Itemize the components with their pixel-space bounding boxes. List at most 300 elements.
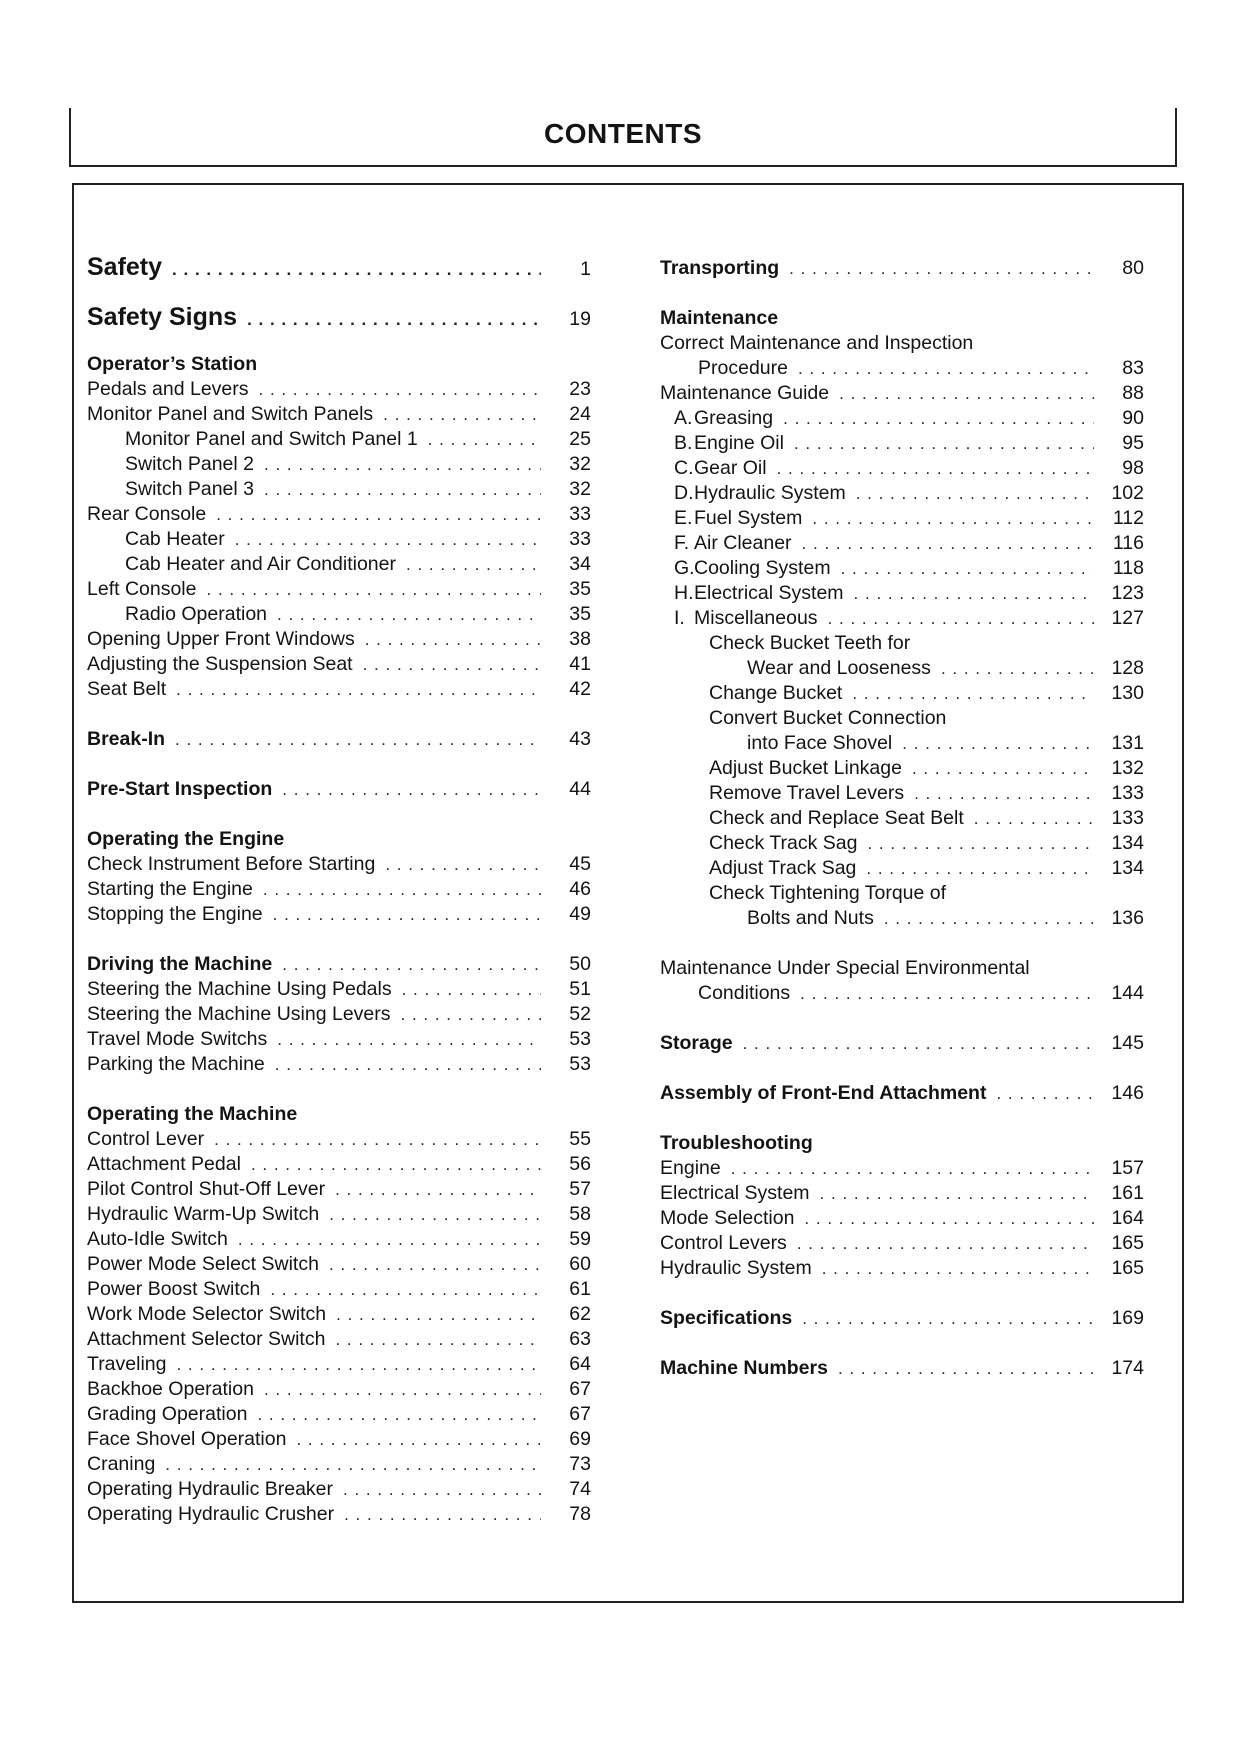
leader-dots (329, 1252, 541, 1277)
leader-dots (344, 1502, 541, 1527)
toc-page: 165 (1111, 1232, 1144, 1254)
toc-label: Mode Selection (660, 1207, 795, 1229)
toc-label: Monitor Panel and Switch Panels (87, 403, 374, 425)
toc-label-line[interactable]: Check Tightening Torque of (709, 882, 947, 904)
leader-dots (789, 256, 1094, 281)
leader-dots (216, 502, 541, 527)
toc-label: Power Boost Switch (87, 1278, 261, 1300)
toc-label: Switch Panel 2 (125, 453, 254, 475)
toc-page: 169 (1111, 1307, 1144, 1329)
leader-dots (856, 481, 1094, 506)
toc-page: 51 (569, 978, 591, 1000)
leader-dots (402, 977, 541, 1002)
toc-entry[interactable] (87, 1002, 591, 1027)
toc-page: 131 (1111, 732, 1144, 754)
toc-entry[interactable] (87, 652, 591, 677)
toc-entry[interactable] (660, 531, 1144, 556)
toc-label: Rear Console (87, 503, 207, 525)
toc-entry[interactable] (87, 1352, 591, 1377)
leader-dots (820, 1181, 1094, 1206)
toc-label: Pre-Start Inspection (87, 778, 273, 800)
toc-label: Switch Panel 3 (125, 478, 254, 500)
toc-label: Stopping the Engine (87, 903, 263, 925)
toc-page: 32 (569, 478, 591, 500)
toc-letter: G. (674, 557, 695, 579)
toc-entry[interactable] (87, 1377, 591, 1402)
toc-page: 98 (1122, 457, 1144, 479)
toc-label: Seat Belt (87, 678, 167, 700)
toc-page: 132 (1111, 757, 1144, 779)
toc-label: Opening Upper Front Windows (87, 628, 355, 650)
toc-label: Safety (87, 253, 163, 281)
toc-label: Operating Hydraulic Crusher (87, 1503, 335, 1525)
toc-page: 123 (1111, 582, 1144, 604)
toc-page: 134 (1111, 832, 1144, 854)
toc-entry[interactable] (660, 606, 1144, 631)
toc-page: 118 (1112, 557, 1144, 579)
leader-dots (802, 1306, 1094, 1331)
toc-entry[interactable] (660, 556, 1144, 581)
leader-dots (794, 431, 1094, 456)
leader-dots (257, 1402, 541, 1427)
toc-entry-storage[interactable] (660, 1031, 1144, 1056)
leader-dots (238, 1227, 541, 1252)
toc-entry-safety[interactable] (87, 252, 591, 282)
toc-entry[interactable] (87, 1177, 591, 1202)
toc-label: Parking the Machine (87, 1053, 265, 1075)
toc-label: Monitor Panel and Switch Panel 1 (125, 428, 418, 450)
leader-dots (165, 1452, 541, 1477)
toc-label: Miscellaneous (694, 607, 818, 629)
toc-entry[interactable] (87, 377, 591, 402)
leader-dots (914, 781, 1094, 806)
toc-page: 38 (569, 628, 591, 650)
leader-dots (866, 856, 1094, 881)
toc-label-line[interactable]: Check Bucket Teeth for (709, 632, 911, 654)
toc-entry[interactable] (87, 877, 591, 902)
toc-label: Pedals and Levers (87, 378, 249, 400)
leader-dots (800, 981, 1094, 1006)
toc-page: 61 (569, 1278, 591, 1300)
section-heading-operating-machine: Operating the Machine (87, 1103, 298, 1125)
leader-dots (428, 427, 541, 452)
toc-entry-pre-start-inspection[interactable] (87, 777, 591, 802)
toc-entry-machine-numbers[interactable] (660, 1356, 1144, 1381)
toc-page: 67 (569, 1378, 591, 1400)
toc-page: 45 (569, 853, 591, 875)
toc-page: 95 (1122, 432, 1144, 454)
toc-page: 56 (569, 1153, 591, 1175)
toc-letter: C. (674, 457, 694, 479)
toc-entry[interactable] (87, 1227, 591, 1252)
toc-page: 53 (569, 1028, 591, 1050)
toc-label: Driving the Machine (87, 953, 273, 975)
toc-page: 64 (569, 1353, 591, 1375)
toc-entry[interactable] (660, 856, 1144, 881)
toc-entry[interactable] (660, 1156, 1144, 1181)
toc-entry[interactable] (87, 502, 591, 527)
leader-dots (401, 1002, 542, 1027)
toc-page: 69 (569, 1428, 591, 1450)
toc-label: Steering the Machine Using Pedals (87, 978, 392, 1000)
toc-page: 145 (1111, 1032, 1144, 1054)
toc-label: Electrical System (694, 582, 844, 604)
toc-label: Safety Signs (87, 303, 238, 331)
leader-dots (335, 1177, 541, 1202)
toc-entry[interactable] (87, 402, 591, 427)
toc-label: Hydraulic System (694, 482, 846, 504)
toc-page: 174 (1111, 1357, 1144, 1379)
leader-dots (365, 627, 541, 652)
leader-dots (852, 681, 1094, 706)
toc-page: 25 (569, 428, 591, 450)
leader-dots (812, 506, 1094, 531)
toc-page: 53 (569, 1053, 591, 1075)
toc-label: Attachment Pedal (87, 1153, 241, 1175)
toc-entry[interactable] (87, 1202, 591, 1227)
toc-page: 133 (1111, 807, 1144, 829)
toc-page: 35 (569, 578, 591, 600)
toc-page: 59 (569, 1228, 591, 1250)
toc-label: Break-In (87, 728, 166, 750)
leader-dots (385, 852, 541, 877)
section-heading-operating-engine: Operating the Engine (87, 828, 285, 850)
leader-dots (207, 577, 542, 602)
leader-dots (838, 1356, 1094, 1381)
toc-page: 161 (1111, 1182, 1144, 1204)
toc-entry[interactable] (660, 1256, 1144, 1281)
toc-label: Backhoe Operation (87, 1378, 254, 1400)
toc-page: 144 (1111, 982, 1144, 1004)
toc-label: Hydraulic System (660, 1257, 812, 1279)
leader-dots (841, 556, 1094, 581)
toc-entry-driving-machine[interactable] (87, 952, 591, 977)
toc-entry[interactable] (660, 581, 1144, 606)
toc-entry-safety-signs[interactable] (87, 302, 591, 332)
leader-dots (247, 305, 541, 335)
leader-dots (797, 1231, 1094, 1256)
toc-label: Starting the Engine (87, 878, 253, 900)
toc-page: 35 (569, 603, 591, 625)
toc-entry[interactable] (87, 977, 591, 1002)
toc-label: Hydraulic Warm-Up Switch (87, 1203, 320, 1225)
toc-page: 146 (1111, 1082, 1144, 1104)
toc-label: Air Cleaner (694, 532, 792, 554)
toc-right-column (660, 256, 1144, 1381)
leader-dots (974, 806, 1094, 831)
leader-dots (902, 731, 1094, 756)
toc-letter: F. (674, 532, 690, 554)
toc-label: Adjusting the Suspension Seat (87, 653, 353, 675)
toc-page: 33 (569, 503, 591, 525)
toc-label: Check and Replace Seat Belt (709, 807, 964, 829)
toc-entry[interactable] (87, 677, 591, 702)
toc-entry[interactable] (87, 1027, 591, 1052)
toc-entry[interactable] (87, 552, 591, 577)
leader-dots (277, 602, 541, 627)
toc-entry[interactable] (87, 1127, 591, 1152)
toc-label: Change Bucket (709, 682, 843, 704)
toc-label: Traveling (87, 1353, 167, 1375)
toc-page: 57 (569, 1178, 591, 1200)
toc-label-line[interactable]: Correct Maintenance and Inspection (660, 332, 974, 354)
toc-label: Transporting (660, 257, 780, 279)
leader-dots (335, 1327, 541, 1352)
leader-dots (383, 402, 541, 427)
toc-label: Gear Oil (694, 457, 767, 479)
toc-entry[interactable] (87, 452, 591, 477)
toc-entry[interactable] (660, 681, 1144, 706)
toc-letter: D. (674, 482, 694, 504)
toc-label: Electrical System (660, 1182, 810, 1204)
toc-page: 24 (569, 403, 591, 425)
leader-dots (406, 552, 541, 577)
toc-label: Cooling System (694, 557, 831, 579)
toc-label: Adjust Bucket Linkage (709, 757, 902, 779)
toc-label: Face Shovel Operation (87, 1428, 287, 1450)
toc-left-column (87, 252, 591, 1527)
toc-label: Travel Mode Switchs (87, 1028, 268, 1050)
leader-dots (839, 381, 1094, 406)
leader-dots (783, 406, 1094, 431)
toc-page: 78 (569, 1503, 591, 1525)
toc-page: 44 (569, 778, 591, 800)
toc-page: 73 (569, 1453, 591, 1475)
toc-entry[interactable] (660, 756, 1144, 781)
toc-page: 80 (1122, 257, 1144, 279)
toc-entry[interactable] (660, 906, 1144, 931)
toc-entry[interactable] (660, 356, 1144, 381)
toc-letter: A. (674, 407, 693, 429)
section-heading-maintenance: Maintenance (660, 307, 779, 329)
leader-dots (259, 377, 541, 402)
toc-page: 127 (1111, 607, 1144, 629)
toc-entry[interactable] (87, 477, 591, 502)
toc-label: Control Levers (660, 1232, 787, 1254)
leader-dots (282, 952, 541, 977)
toc-letter: B. (674, 432, 693, 454)
leader-dots (264, 477, 541, 502)
toc-label: Check Instrument Before Starting (87, 853, 376, 875)
toc-label: Specifications (660, 1307, 793, 1329)
toc-entry-transporting[interactable] (660, 256, 1144, 281)
leader-dots (802, 531, 1094, 556)
toc-entry[interactable] (87, 1477, 591, 1502)
toc-label: Procedure (698, 357, 788, 379)
toc-entry[interactable] (660, 1206, 1144, 1231)
toc-label: Control Lever (87, 1128, 205, 1150)
toc-page: 43 (569, 728, 591, 750)
toc-entry[interactable] (87, 1327, 591, 1352)
toc-entry[interactable] (87, 1152, 591, 1177)
leader-dots (743, 1031, 1094, 1056)
toc-label: Power Mode Select Switch (87, 1253, 319, 1275)
page-title: CONTENTS (544, 118, 702, 149)
toc-entry[interactable] (660, 381, 1144, 406)
toc-label: Bolts and Nuts (747, 907, 874, 929)
toc-page: 63 (569, 1328, 591, 1350)
toc-page: 34 (569, 553, 591, 575)
toc-page: 133 (1111, 782, 1144, 804)
leader-dots (275, 1052, 541, 1077)
toc-page: 50 (569, 953, 591, 975)
toc-label: into Face Shovel (747, 732, 893, 754)
toc-label: Storage (660, 1032, 733, 1054)
leader-dots (867, 831, 1094, 856)
toc-label: Steering the Machine Using Levers (87, 1003, 391, 1025)
toc-page: 60 (569, 1253, 591, 1275)
toc-label: Check Track Sag (709, 832, 858, 854)
toc-page: 32 (569, 453, 591, 475)
toc-entry[interactable] (87, 1252, 591, 1277)
leader-dots (270, 1277, 541, 1302)
toc-entry[interactable] (660, 1181, 1144, 1206)
toc-entry[interactable] (660, 431, 1144, 456)
toc-entry[interactable] (660, 781, 1144, 806)
toc-entry[interactable] (660, 481, 1144, 506)
leader-dots (172, 255, 541, 285)
leader-dots (854, 581, 1094, 606)
toc-page: 165 (1111, 1257, 1144, 1279)
toc-page: 102 (1111, 482, 1144, 504)
toc-label: Pilot Control Shut-Off Lever (87, 1178, 326, 1200)
toc-page: 90 (1122, 407, 1144, 429)
toc-label: Radio Operation (125, 603, 268, 625)
leader-dots (363, 652, 541, 677)
leader-dots (264, 452, 541, 477)
leader-dots (296, 1427, 541, 1452)
toc-entry[interactable] (87, 427, 591, 452)
toc-entry[interactable] (87, 577, 591, 602)
toc-entry[interactable] (87, 1427, 591, 1452)
toc-entry-assembly[interactable] (660, 1081, 1144, 1106)
toc-label: Machine Numbers (660, 1357, 828, 1379)
toc-label: Grading Operation (87, 1403, 248, 1425)
toc-entry[interactable] (660, 731, 1144, 756)
toc-entry-special-environmental[interactable] (660, 981, 1144, 1006)
leader-dots (912, 756, 1094, 781)
toc-label: Work Mode Selector Switch (87, 1303, 327, 1325)
toc-entry[interactable] (87, 1502, 591, 1527)
leader-dots (251, 1152, 541, 1177)
toc-page: 67 (569, 1403, 591, 1425)
toc-page: 112 (1112, 507, 1144, 529)
leader-dots (329, 1202, 541, 1227)
toc-label: Fuel System (694, 507, 803, 529)
toc-page: 55 (569, 1128, 591, 1150)
toc-page: 42 (569, 678, 591, 700)
section-heading-troubleshooting: Troubleshooting (660, 1132, 813, 1154)
leader-dots (941, 656, 1094, 681)
toc-entry[interactable] (660, 1231, 1144, 1256)
toc-entry[interactable] (660, 506, 1144, 531)
toc-label: Conditions (698, 982, 791, 1004)
contents-header-box (69, 108, 1177, 167)
toc-label: Cab Heater and Air Conditioner (125, 553, 396, 575)
toc-letter: I. (674, 607, 685, 629)
toc-label: Attachment Selector Switch (87, 1328, 326, 1350)
toc-entry[interactable] (87, 527, 591, 552)
toc-page: 83 (1122, 357, 1144, 379)
toc-label-line[interactable]: Convert Bucket Connection (709, 707, 947, 729)
leader-dots (343, 1477, 541, 1502)
toc-entry[interactable] (87, 1302, 591, 1327)
toc-entry[interactable] (87, 852, 591, 877)
toc-entry[interactable] (660, 456, 1144, 481)
toc-page: 33 (569, 528, 591, 550)
leader-dots (214, 1127, 541, 1152)
toc-label-line[interactable]: Maintenance Under Special Environmental (660, 957, 1030, 979)
toc-entry[interactable] (660, 806, 1144, 831)
leader-dots (175, 727, 541, 752)
toc-letter: E. (674, 507, 693, 529)
toc-page: 128 (1111, 657, 1144, 679)
toc-entry[interactable] (660, 406, 1144, 431)
toc-page: 134 (1111, 857, 1144, 879)
toc-page: 130 (1111, 682, 1144, 704)
toc-page: 164 (1111, 1207, 1144, 1229)
toc-label: Wear and Looseness (747, 657, 931, 679)
toc-label: Adjust Track Sag (709, 857, 857, 879)
toc-entry[interactable] (87, 627, 591, 652)
leader-dots (804, 1206, 1094, 1231)
toc-entry[interactable] (87, 1402, 591, 1427)
toc-page: 52 (569, 1003, 591, 1025)
toc-entry[interactable] (87, 1052, 591, 1077)
toc-page: 41 (569, 653, 591, 675)
toc-page: 58 (569, 1203, 591, 1225)
leader-dots (273, 902, 541, 927)
toc-entry[interactable] (660, 831, 1144, 856)
toc-label: Greasing (694, 407, 774, 429)
leader-dots (235, 527, 541, 552)
toc-entry[interactable] (87, 602, 591, 627)
leader-dots (264, 1377, 541, 1402)
toc-label: Left Console (87, 578, 197, 600)
toc-page: 88 (1122, 382, 1144, 404)
leader-dots (277, 1027, 541, 1052)
toc-entry[interactable] (87, 1452, 591, 1477)
toc-page: 19 (569, 308, 591, 330)
toc-page: 116 (1112, 532, 1144, 554)
toc-label: Auto-Idle Switch (87, 1228, 228, 1250)
leader-dots (822, 1256, 1094, 1281)
leader-dots (176, 677, 541, 702)
section-heading-operators-station: Operator’s Station (87, 353, 258, 375)
toc-label: Operating Hydraulic Breaker (87, 1478, 334, 1500)
leader-dots (996, 1081, 1094, 1106)
toc-label: Assembly of Front-End Attachment (660, 1082, 987, 1104)
leader-dots (884, 906, 1094, 931)
toc-entry-specifications[interactable] (660, 1306, 1144, 1331)
toc-label: Engine (660, 1157, 721, 1179)
leader-dots (798, 356, 1094, 381)
toc-entry[interactable] (87, 902, 591, 927)
toc-page: 49 (569, 903, 591, 925)
toc-entry[interactable] (660, 656, 1144, 681)
leader-dots (828, 606, 1094, 631)
toc-page: 157 (1111, 1157, 1144, 1179)
leader-dots (336, 1302, 541, 1327)
leader-dots (282, 777, 541, 802)
leader-dots (731, 1156, 1094, 1181)
leader-dots (176, 1352, 541, 1377)
toc-label: Remove Travel Levers (709, 782, 905, 804)
toc-letter: H. (674, 582, 694, 604)
toc-entry[interactable] (87, 1277, 591, 1302)
toc-entry-break-in[interactable] (87, 727, 591, 752)
toc-page: 1 (580, 258, 591, 280)
